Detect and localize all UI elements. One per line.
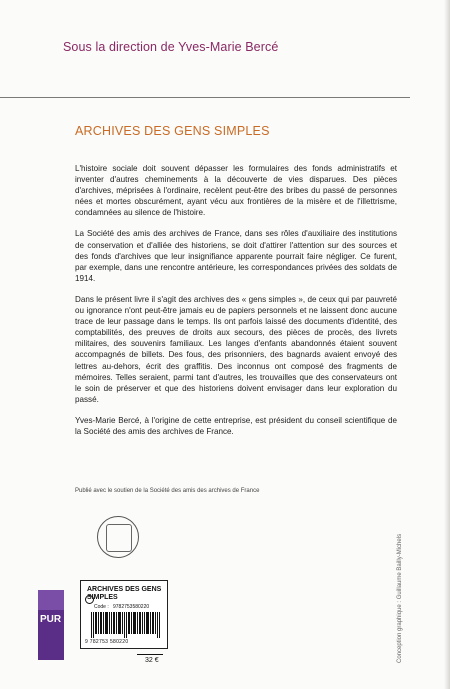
barcode-sticker <box>80 580 168 649</box>
barcode-code: 9782753580220 <box>113 604 150 610</box>
barcode-icon <box>91 612 161 638</box>
price-rule <box>137 654 163 655</box>
design-credit-text: Conception graphique : Guillaume Bailly-Michels <box>397 533 403 663</box>
barcode-number: 9 782753 580220 <box>85 639 129 645</box>
blurb-paragraph: Dans le présent livre il s'agit des archives des « gens simples », de ceux qui par pauvreté ou ignorance n'ont peut-être jamais eu de papiers personnels et ne laissent donc aucune trace de leur passage dans le temps. Ils ont parfois laissé des documents d'identité, des comptabilités, des preuves de droits aux secours, des pièces de procès, des livrets militaires, des souvenirs familiaux. Les langes d'enfants abandonnés étaient souvent accompagnés de billets. Des fous, des prisonniers, des bagnards avaient envoyé des lettres au-dehors, écrit des graffitis. Des inconnus ont composé des fragments de mémoires. Telles seraient, parmi tant d'autres, les trouvailles que des conservateurs ont le soin de préserver et que des historiens doivent envisager dans leur exploration du passé. <box>75 294 397 404</box>
blurb-paragraph: L'histoire sociale doit souvent dépasser les formulaires des fonds administratifs et inventer d'autres cheminements à la découverte de vies disparues. Des pièces d'archives, méprisées à l'ordinaire, recèlent peut-être des bribes du passé de personnes nées et mortes obscurément, ayant vécu aux frontières de la misère et de l'illettrisme, condamnées au silence de l'histoire. <box>75 164 397 218</box>
author-note: Yves-Marie Bercé, à l'origine de cette entreprise, est président du conseil scientifique de la Société des amis des archives de France. <box>75 415 397 436</box>
design-credit <box>386 513 403 663</box>
blurb <box>75 163 397 447</box>
publisher-logo <box>38 590 64 660</box>
support-note: Publié avec le soutien de la Société des amis des archives de France <box>75 488 260 494</box>
publisher-logo-text: PUR <box>40 614 62 625</box>
barcode-title: ARCHIVES DES GENS SIMPLES <box>87 586 162 601</box>
society-seal-logo <box>97 516 139 558</box>
divider-rule <box>0 97 410 98</box>
book-title: ARCHIVES DES GENS SIMPLES <box>75 124 270 138</box>
edge-shadow <box>444 0 450 689</box>
seal-inner-icon <box>106 524 132 552</box>
barcode-code-label: Code : <box>94 604 109 610</box>
director-line: Sous la direction de Yves-Marie Bercé <box>63 40 279 54</box>
publisher-logo-band <box>38 590 64 610</box>
blurb-paragraph: La Société des amis des archives de France, dans ses rôles d'auxiliaire des institutions de conservation et d'alliée des historiens, se doit d'attirer l'attention sur des sources et des fonds d'archives que leur insignifiance apparente pourrait faire négliger. Ce furent, par exemple, dans une rencontre antérieure, les correspondances privées des soldats de 1914. <box>75 229 397 283</box>
price: 32 € <box>145 657 159 664</box>
